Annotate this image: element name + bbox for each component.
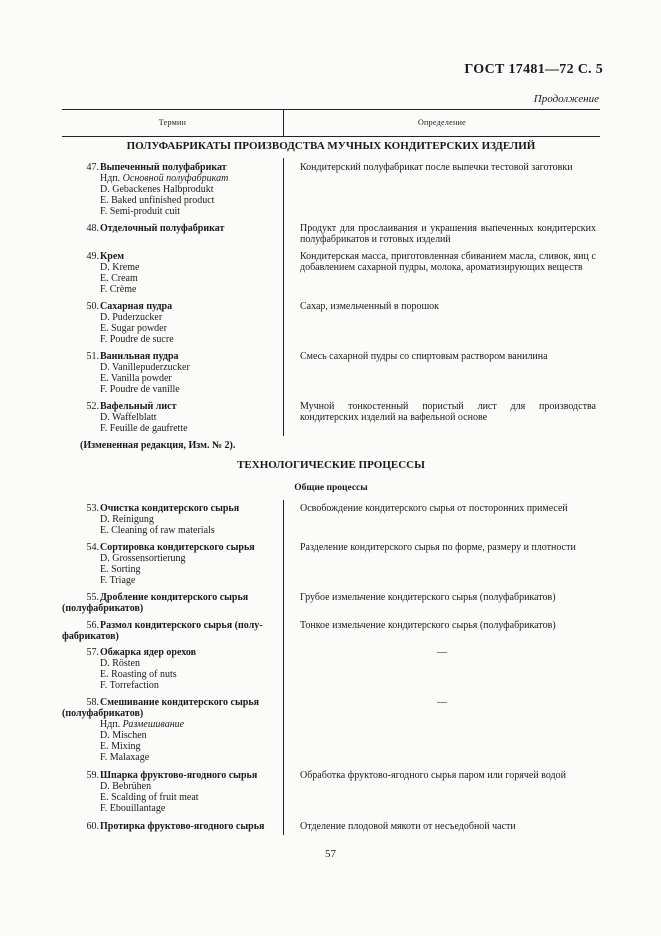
term-name: Протирка фруктово-ягодного сырья — [100, 821, 265, 832]
term-name: Обжарка ядер орехов — [100, 647, 196, 658]
term-definition: Отделение плодовой мякоти от несъедобной части — [300, 821, 516, 832]
term-name: Отделочный полуфабрикат — [100, 223, 225, 234]
term-column-header: Термин — [62, 110, 284, 136]
column-divider — [283, 158, 284, 436]
section-title-processes: ТЕХНОЛОГИЧЕСКИЕ ПРОЦЕССЫ — [237, 459, 425, 471]
empty-definition-dash: — — [437, 697, 447, 708]
term-name: Сортировка кондитерского сырья — [100, 542, 255, 553]
table-header — [62, 109, 600, 137]
amendment-note: (Измененная редакция, Изм. № 2). — [80, 440, 236, 451]
term-definition: Кондитерская масса, приготовленная сбиванием масла, сливок, яиц с добавлением сахарной пудры, молока, ароматизирующих веществ — [300, 251, 596, 273]
term-name: Размол кондитерского сырья (полу- — [100, 620, 263, 631]
term-definition: Смесь сахарной пудры со спиртовым раствором ванилина — [300, 351, 548, 362]
term-definition: Разделение кондитерского сырья по форме, размеру и плотности — [300, 542, 576, 553]
term-definition: Кондитерский полуфабрикат после выпечки тестовой заготовки — [300, 162, 573, 173]
term-definition: Сахар, измельченный в порошок — [300, 301, 440, 312]
page-number: 57 — [325, 848, 336, 860]
empty-definition-dash: — — [437, 647, 447, 658]
term-name: Дробление кондитерского сырья — [100, 592, 249, 603]
term-name: Очистка кондитерского сырья — [100, 503, 240, 514]
column-divider — [283, 500, 284, 835]
subsection-title-general: Общие процессы — [294, 483, 368, 493]
term-name: Шпарка фруктово-ягодного сырья — [100, 770, 258, 781]
term-name: Смешивание кондитерского сырья — [100, 697, 260, 708]
term-name: Выпеченный полуфабрикат — [100, 162, 227, 173]
term-definition: Мучной тонкостенный пористый лист для производства кондитерских изделий на вафельной основе — [300, 401, 596, 423]
continuation-label: Продолжение — [533, 93, 599, 105]
term-definition: Грубое измельчение кондитерского сырья (полуфабрикатов) — [300, 592, 556, 603]
term-name: Сахарная пудра — [100, 301, 173, 312]
term-definition: Обработка фруктово-ягодного сырья паром или горячей водой — [300, 770, 566, 781]
term-definition: Тонкое измельчение кондитерского сырья (полуфабрикатов) — [300, 620, 556, 631]
term-name: Ванильная пудра — [100, 351, 179, 362]
term-definition: Продукт для прослаивания и украшения выпеченных кондитерских полуфабрикатов и готовых изделий — [300, 223, 596, 245]
term-name: Вафельный лист — [100, 401, 177, 412]
definition-column-header: Определение — [417, 118, 467, 127]
page-header-title: ГОСТ 17481—72 С. 5 — [464, 62, 603, 77]
term-name: Крем — [100, 251, 125, 262]
term-definition: Освобождение кондитерского сырья от посторонних примесей — [300, 503, 568, 514]
section-title-semifinished: ПОЛУФАБРИКАТЫ ПРОИЗВОДСТВА МУЧНЫХ КОНДИТЕРСКИХ ИЗДЕЛИЙ — [126, 140, 536, 152]
